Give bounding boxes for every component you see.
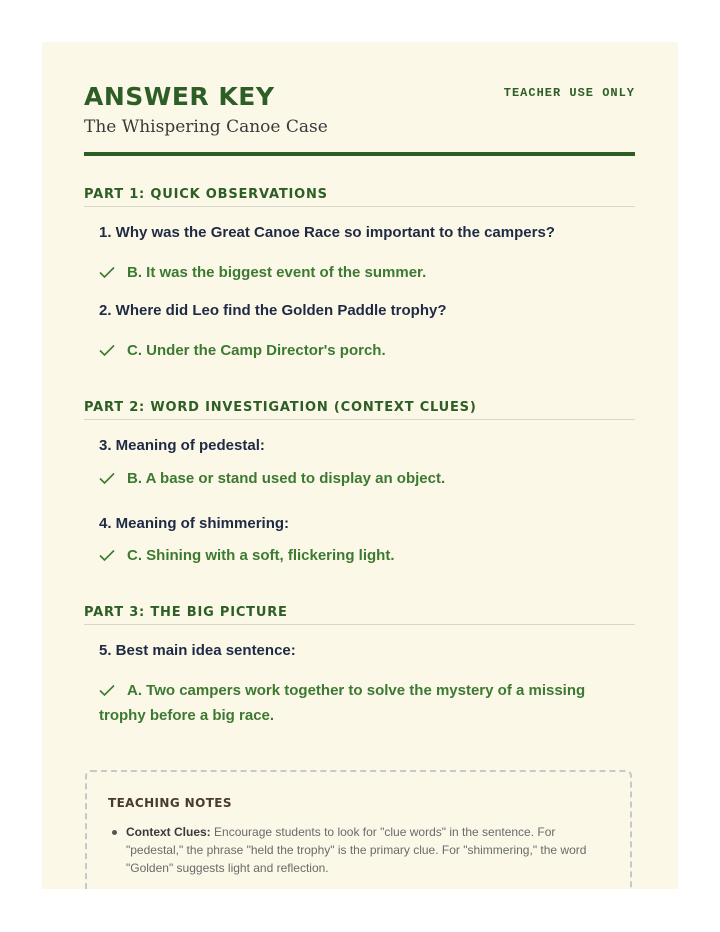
answer-1-text: B. It was the biggest event of the summer.	[127, 264, 427, 281]
answer-4	[99, 543, 619, 568]
answer-2	[99, 338, 619, 363]
teaching-note-item	[126, 823, 606, 877]
question-5: 5. Best main idea sentence:	[99, 642, 296, 659]
section-title-part1: PART 1: QUICK OBSERVATIONS	[84, 187, 635, 207]
answer-3	[99, 466, 619, 491]
section-title-part3: PART 3: THE BIG PICTURE	[84, 605, 635, 625]
check-icon	[99, 266, 115, 278]
answer-5	[99, 678, 619, 728]
question-2: 2. Where did Leo find the Golden Paddle trophy?	[99, 302, 447, 319]
teaching-notes-box	[85, 770, 632, 889]
answer-2-text: C. Under the Camp Director's porch.	[127, 342, 386, 359]
bullet-icon	[112, 830, 117, 835]
page-title: ANSWER KEY	[84, 82, 275, 111]
teaching-note-text: Encourage students to look for "clue words" in the sentence. For "pedestal," the phrase "held the trophy" is the primary clue. For "shimmering," the word "Golden" suggests light and reflection.	[126, 825, 587, 875]
header-divider	[84, 152, 635, 156]
answer-key-page	[42, 42, 678, 889]
answer-4-text: C. Shining with a soft, flickering light.	[127, 547, 395, 564]
check-icon	[99, 684, 115, 696]
teaching-notes-title: TEACHING NOTES	[108, 796, 232, 810]
check-icon	[99, 549, 115, 561]
check-icon	[99, 472, 115, 484]
section-title-part2: PART 2: WORD INVESTIGATION (CONTEXT CLUES)	[84, 400, 635, 420]
question-3: 3. Meaning of pedestal:	[99, 437, 265, 454]
answer-1	[99, 260, 619, 285]
teacher-use-badge: TEACHER USE ONLY	[503, 86, 635, 100]
check-icon	[99, 344, 115, 356]
answer-5-text: A. Two campers work together to solve the mystery of a missing trophy before a big race.	[99, 682, 586, 724]
page-subtitle: The Whispering Canoe Case	[84, 117, 328, 137]
question-4: 4. Meaning of shimmering:	[99, 515, 290, 532]
teaching-note-label: Context Clues:	[126, 825, 211, 839]
question-1: 1. Why was the Great Canoe Race so important to the campers?	[99, 224, 555, 241]
answer-3-text: B. A base or stand used to display an object.	[127, 470, 446, 487]
